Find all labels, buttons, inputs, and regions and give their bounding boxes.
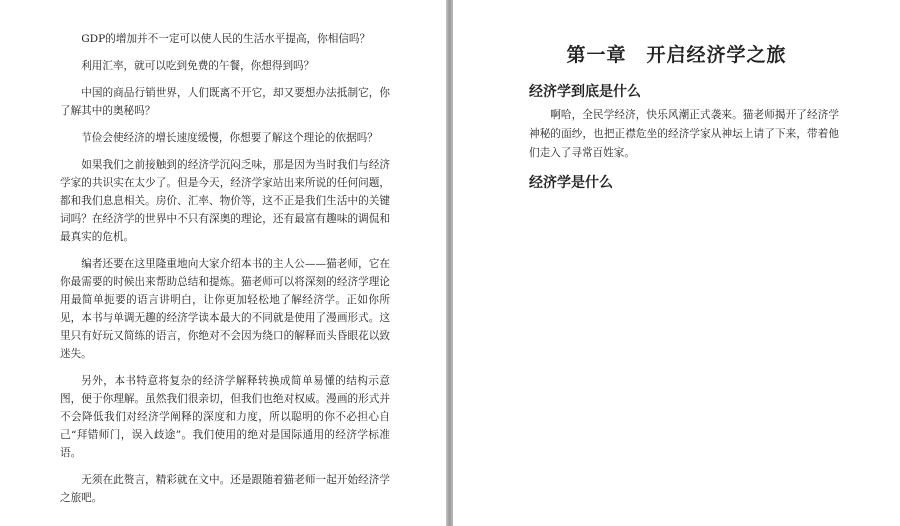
preface-paragraph: 无须在此赘言，精彩就在文中。还是跟随着猫老师一起开始经济学之旅吧。	[60, 474, 390, 504]
page-gutter	[446, 0, 453, 526]
preface-paragraph: 节俭会使经济的增长速度缓慢，你想要了解这个理论的依据吗？	[81, 132, 378, 144]
preface-paragraph: 编者还要在这里隆重地向大家介绍本书的主人公——猫老师，它在你最需要的时候出来帮助总结和提炼。猫老师可以将深刻的经济学理论用最简单扼要的语言讲明白，让你更加轻松地了解经济学。正如你所见，本书与单调无趣的经济学读本最大的不同就是使用了漫画形式。这里只有好玩又简练的语言，你绝对不会因为绕口的解释而头昏眼花以致迷失。	[60, 258, 390, 360]
right-page	[453, 0, 900, 526]
chapter-title: 第一章 开启经济学之旅	[566, 44, 787, 66]
section-heading: 经济学到底是什么	[529, 84, 641, 100]
left-page	[0, 0, 446, 526]
preface-text	[60, 30, 390, 516]
preface-paragraph: 如果我们之前接触到的经济学沉闷乏味，那是因为当时我们与经济学家的共识实在太少了。但是今天，经济学家站出来所说的任何问题，都和我们息息相关。房价、汇率、物价等，这不正是我们生活中的关键词吗？在经济学的世界中不只有深奥的理论，还有最富有趣味的调侃和最真实的危机。	[60, 159, 390, 243]
section-intro-text: 啊哈，全民学经济，快乐风潮正式袭来。猫老师揭开了经济学神秘的面纱，也把正襟危坐的经济学家从神坛上请了下来，带着他们走入了寻常百姓家。	[529, 109, 839, 159]
preface-paragraph: 另外，本书特意将复杂的经济学解释转换成简单易懂的结构示意图，便于你理解。虽然我们很亲切，但我们也绝对权威。漫画的形式并不会降低我们对经济学阐释的深度和力度，所以聪明的你不必担心自己“拜错师门，误入歧途”。我们使用的绝对是国际通用的经济学标准语。	[60, 375, 390, 459]
preface-paragraph: GDP的增加并不一定可以使人民的生活水平提高，你相信吗？	[81, 33, 371, 45]
section-heading: 经济学是什么	[529, 175, 613, 191]
preface-paragraph: 利用汇率，就可以吃到免费的午餐，你想得到吗？	[81, 60, 315, 72]
preface-paragraph: 中国的商品行销世界，人们既离不开它，却又要想办法抵制它，你了解其中的奥秘吗？	[60, 87, 390, 117]
